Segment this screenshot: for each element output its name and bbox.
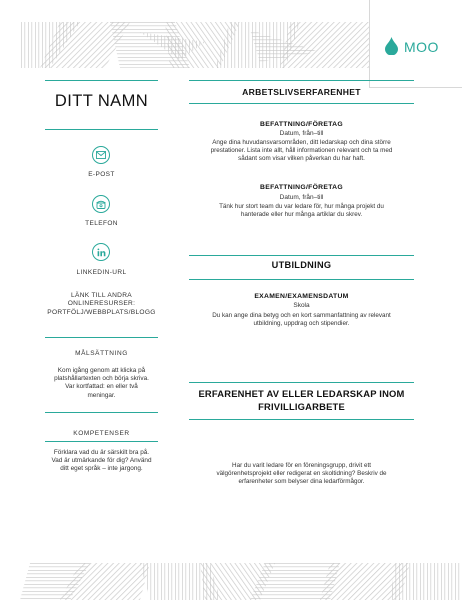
job-line: hanterade eller hur många artiklar du skrev.	[240, 211, 363, 219]
job-title: BEFATTNING/FÖRETAG	[260, 184, 343, 191]
school-name: Skola	[293, 302, 310, 309]
linkedin-label: LINKEDIN-URL	[76, 269, 127, 276]
job-dates: Datum, från–till	[279, 130, 324, 137]
skills-line: Vad är utmärkande för dig? Använd	[51, 457, 152, 465]
experience-heading: ARBETSLIVSERFARENHET	[242, 87, 361, 97]
logo-box	[369, 0, 462, 88]
leadership-line: välgörenhetsprojekt eller redigerat en skoltidning? Beskriv de	[216, 470, 387, 478]
sidebar-rule-skills-bottom	[45, 441, 158, 442]
objective-heading: MÅLSÄTTNING	[75, 350, 128, 357]
objective-line: platshållartexten och börja skriva.	[54, 375, 149, 383]
sidebar-rule-objective	[45, 337, 158, 338]
job-line: prestationer. Lista inte allt, håll informationen relevant och ta med	[210, 147, 393, 155]
candidate-name: DITT NAMN	[54, 92, 149, 110]
experience-rule-top	[189, 80, 414, 81]
objective-line: meningar.	[87, 391, 116, 399]
education-line: utbildning, uppdrag och stipendier.	[253, 320, 350, 328]
decorative-pattern-top	[0, 22, 370, 68]
phone-icon	[92, 195, 110, 213]
job-description	[194, 203, 409, 219]
phone-label: TELEFON	[85, 220, 118, 227]
objective-line: Kom igång genom att klicka på	[57, 367, 146, 374]
leadership-heading	[189, 387, 414, 413]
skills-heading: KOMPETENSER	[73, 430, 130, 437]
decorative-pattern-bottom	[0, 563, 462, 600]
education-rule-top	[189, 255, 414, 256]
drop-logo-icon	[385, 37, 398, 55]
job-line: Tänk hur stort team du var ledare för, hur många projekt du	[219, 203, 384, 210]
experience-rule-bottom	[189, 103, 414, 104]
education-rule-bottom	[189, 279, 414, 280]
sidebar-rule-top	[45, 80, 158, 81]
leadership-rule-bottom	[189, 419, 414, 420]
linkedin-icon	[92, 243, 110, 261]
leadership-heading-line: ERFARENHET AV ELLER LEDARSKAP INOM	[198, 388, 405, 399]
objective-line: Var kortfattad: en eller två	[65, 383, 138, 391]
job-description	[194, 139, 409, 164]
sidebar-rule-skills	[45, 412, 158, 413]
leadership-rule-top	[189, 382, 414, 383]
job-line: sådant som visar vilken påverkan du har haft.	[238, 155, 365, 163]
email-icon	[92, 146, 110, 164]
job-dates: Datum, från–till	[279, 194, 324, 201]
leadership-line: erfarenheter som belyser dina ledarförmågor.	[238, 478, 365, 486]
leadership-line: Har du varit ledare för en föreningsgrupp, drivit ett	[232, 462, 371, 469]
leadership-description	[194, 462, 409, 487]
skills-line: Förklara vad du är särskilt bra på.	[53, 449, 150, 456]
links-line: PORTFÖLJ/WEBBPLATS/BLOGG	[47, 308, 156, 316]
email-label: E-POST	[88, 171, 115, 178]
job-title: BEFATTNING/FÖRETAG	[260, 121, 343, 128]
education-heading: UTBILDNING	[271, 260, 332, 270]
job-line: Ange dina huvudansvarsområden, ditt ledarskap och dina större	[212, 139, 391, 146]
objective-text	[45, 367, 158, 400]
education-line: Du kan ange dina betyg och en kort sammanfattning av relevant	[212, 312, 391, 319]
skills-line: ditt eget språk – inte jargong.	[60, 465, 143, 473]
education-description	[194, 312, 409, 328]
degree-title: EXAMEN/EXAMENSDATUM	[254, 293, 349, 300]
links-line: ONLINERESURSER:	[67, 300, 136, 308]
skills-text	[45, 449, 158, 474]
links-line: LÄNK TILL ANDRA	[71, 292, 132, 299]
online-links-text	[45, 292, 158, 317]
logo-text: MOO	[404, 39, 439, 55]
sidebar-rule-name	[45, 129, 158, 130]
leadership-heading-line: FRIVILLIGARBETE	[258, 401, 345, 412]
